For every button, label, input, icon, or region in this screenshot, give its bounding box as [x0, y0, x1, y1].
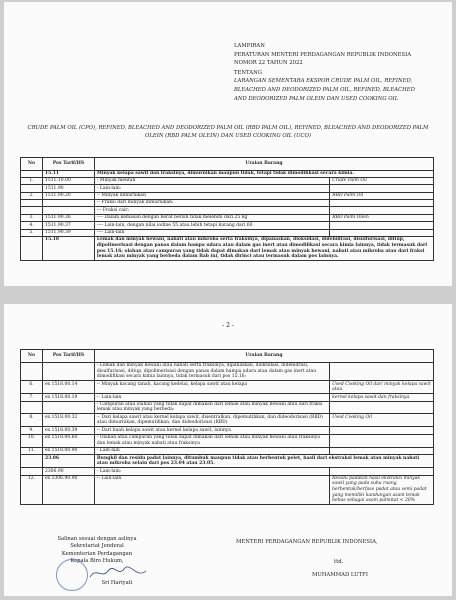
table-row — [21, 394, 434, 401]
row-description: -- Dari kelapa sawit atau kernel kelapa sawit, disentralkan, dipemutihkan, dan dideodorisasi (RBD) atau dimurnikan, dipemutihkan, dan dideodorisasi (RBD) — [94, 414, 329, 427]
closing-line: Kepala Biro Hukum, — [70, 558, 124, 565]
row-note — [330, 185, 434, 192]
row-description: - Lemak dan minyak hewani atau nabati serta fraksinya, dipanaskan, dioksidasi, didehidrasi, disulfurisasi, ditiup, dipolimerisasi dengan panas dalam hampa udara atau dalam gas inert atau dimodifikasi secara kimia lainnya, tidak termasuk dari pos 15.16: — [94, 362, 329, 381]
row-description: Lemak dan minyak hewani, nabati atau mikroba serta fraksinya, dipanaskan, dioksidasi, didehidrasi, disulfurisasi, ditiup, dipolimerisasi dengan panas dalam hampa udara atau dalam gas inert atau dimodifikasi secara kimia lainnya, tidak termasuk dari pos 15.16; olahan atau campuran yang tidak dapat dimakan dari lemak atau minyak hewani, nabati atau mikroba atau dari fraksi lemak atau minyak yang berbeda dalam Bab ini, tidak dirinci atau termasuk dalam pos lainnya. — [94, 236, 433, 260]
regulation-subtitle: CRUDE PALM OIL (CPO), REFINED, BLEACHED AND DEODORIZED PALM OIL (RBD PALM OIL), REFINED, BLEACHED AND DEODORIZED PALM OLEIN (RBD PALM OLEIN) DAN USED COOKING OIL (UCO) — [27, 125, 429, 140]
row-note — [330, 468, 434, 475]
table-row — [21, 185, 434, 192]
row-note — [330, 401, 434, 414]
row-note — [330, 362, 434, 381]
row-number — [21, 185, 43, 192]
row-pos-tarif: 1511.90 — [42, 185, 94, 192]
row-number — [21, 170, 43, 177]
table-row — [21, 468, 434, 475]
closing-line: Salinan sesuai dengan aslinya — [57, 536, 137, 542]
row-pos-tarif: ex 2306.90.90 — [42, 475, 94, 505]
ttd-mark: ttd. — [334, 559, 344, 565]
lampiran-line: NOMOR 22 TAHUN 2022 — [234, 60, 303, 67]
row-pos-tarif — [42, 401, 94, 414]
row-note: RBD Palm Olein — [330, 214, 434, 221]
table-row — [21, 236, 434, 260]
row-number — [21, 236, 43, 260]
row-description: -- Lain-lain — [94, 394, 329, 401]
row-pos-tarif: 1511.90.36 — [42, 214, 94, 221]
row-note — [330, 207, 434, 214]
lampiran-line: PERATURAN MENTERI PERDAGANGAN REPUBLIK INDONESIA — [234, 51, 412, 58]
row-note — [330, 447, 434, 454]
table-row — [21, 229, 434, 236]
row-note — [330, 200, 434, 207]
row-pos-tarif: ex 1518.00.19 — [42, 394, 94, 401]
row-number: 12. — [21, 475, 43, 505]
row-description: - Lain-lain: — [94, 468, 329, 475]
row-pos-tarif: 23.06 — [42, 455, 94, 468]
row-number — [21, 362, 43, 381]
signature-icon — [88, 565, 148, 581]
row-pos-tarif — [42, 207, 94, 214]
header-uraian-barang: Uraian Barang — [94, 158, 433, 171]
table-row — [21, 434, 434, 447]
row-pos-tarif — [42, 362, 94, 381]
table-row — [21, 381, 434, 394]
row-pos-tarif: 1511.90.39 — [42, 229, 94, 236]
row-note: Residu padatan hasil ekstraksi minyak sawit yang pada suhu ruang berbentuk/berfase padat atau semi padat yang memiliki kandungan asam lemak bebas sebagai asam palmitat < 20% — [330, 475, 434, 505]
row-note: Used Cooking Oil — [330, 414, 434, 427]
row-number — [21, 200, 43, 207]
lampiran-line: LAMPIRAN — [234, 43, 265, 49]
row-number: 9. — [21, 427, 43, 434]
row-pos-tarif: 15.11 — [42, 170, 94, 177]
row-pos-tarif: ex 1518.00.14 — [42, 381, 94, 394]
table-row — [21, 362, 434, 381]
row-description: ---- Dalam kemasan dengan berat bersih tidak melebihi dari 25 kg — [94, 214, 329, 221]
table-row — [21, 475, 434, 505]
lampiran-line: AND DEODORIZED PALM OLEIN DAN USED COOKING OIL — [234, 95, 399, 102]
page-number: - 2 - — [222, 322, 234, 329]
minister-name: MUHAMMAD LUTFI — [312, 572, 368, 578]
page-1 — [4, 2, 452, 286]
closing-line: Kementerian Perdagangan — [61, 550, 133, 557]
row-note — [330, 229, 434, 236]
table-row — [21, 170, 434, 177]
table-row — [21, 207, 434, 214]
row-pos-tarif: ex 1518.00.60 — [42, 434, 94, 447]
row-pos-tarif — [42, 200, 94, 207]
row-description: - Lain-lain: — [94, 185, 329, 192]
row-number — [21, 207, 43, 214]
minister-title: MENTERI PERDAGANGAN REPUBLIK INDONESIA, — [236, 539, 378, 545]
closing-line: Sekretariat Jenderal — [70, 543, 124, 550]
table-row — [21, 222, 434, 229]
row-pos-tarif: 15.18 — [42, 236, 94, 260]
lampiran-header — [234, 42, 444, 103]
row-note — [330, 427, 434, 434]
header-uraian-barang: Uraian Barang — [94, 350, 433, 363]
header-pos-tarif: Pos Tarif/HS — [42, 350, 94, 363]
hs-code-table-1 — [20, 157, 434, 261]
lampiran-line: BLEACHED AND DEODORIZED PALM OIL, REFINED, BLEACHED — [234, 86, 415, 93]
row-note: kernel kelapa sawit dan fraksinya — [330, 394, 434, 401]
row-number: 11. — [21, 447, 43, 454]
row-pos-tarif: 1511.90.37 — [42, 222, 94, 229]
row-number — [21, 401, 43, 414]
row-description: - Lain-lain — [94, 447, 329, 454]
row-description: - Campuran atau olahan yang tidak dapat dimakan dari lemak atau minyak hewani atau dari fraksi lemak atau minyak yang berbeda: — [94, 401, 329, 414]
lampiran-line: TENTANG — [234, 69, 262, 76]
header-pos-tarif: Pos Tarif/HS — [42, 158, 94, 171]
row-note: RBD Palm Oil — [330, 192, 434, 199]
row-description: Bungkil dan residu padat lainnya, ditumbuk maupun tidak atau berbentuk pelet, hasil dari ekstraksi lemak atau minyak nabati atau mikroba selain dari pos 23.04 atau 23.05. — [94, 455, 433, 468]
row-number: 2. — [21, 192, 43, 199]
row-description: -- Minyak dimurnikan — [94, 192, 329, 199]
row-description: -- Fraksi dari minyak dimurnikan: — [94, 200, 329, 207]
row-number — [21, 468, 43, 475]
row-number: 8. — [21, 414, 43, 427]
row-description: ---- Lain-lain — [94, 229, 329, 236]
row-number: 10. — [21, 434, 43, 447]
row-number: 1. — [21, 177, 43, 184]
official-stamp-icon — [56, 559, 88, 591]
row-number: 3. — [21, 214, 43, 221]
header-no: No — [21, 350, 43, 363]
row-description: -- Lain-lain — [94, 475, 329, 505]
row-number — [21, 455, 43, 468]
row-pos-tarif: ex 1518.00.39 — [42, 427, 94, 434]
row-pos-tarif: 2306.90 — [42, 468, 94, 475]
row-number: 7. — [21, 394, 43, 401]
row-pos-tarif: ex 1518.00.90 — [42, 447, 94, 454]
table-row — [21, 200, 434, 207]
row-note: Used Cooking Oil dari minyak kelapa sawit atau — [330, 381, 434, 394]
row-description: - Minyak mentah — [94, 177, 329, 184]
table-row — [21, 192, 434, 199]
row-note: Crude Palm Oil — [330, 177, 434, 184]
row-description: --- Fraksi cair: — [94, 207, 329, 214]
header-no: No — [21, 158, 43, 171]
row-description: ---- Lain-lain, dengan nilai iodine 55 atau lebih tetapi kurang dari 60 — [94, 222, 329, 229]
table-row — [21, 427, 434, 434]
row-number: 6. — [21, 381, 43, 394]
closing-official-name: Sri Hariyati — [101, 579, 133, 586]
table-row — [21, 214, 434, 221]
row-note — [330, 434, 434, 447]
page-2 — [4, 304, 452, 596]
row-pos-tarif: 1511.10.00 — [42, 177, 94, 184]
row-description: Minyak kelapa sawit dan fraksinya, dimurnikan maupun tidak, tetapi tidak dimodifikasi secara kimia. — [94, 170, 433, 177]
table-row — [21, 455, 434, 468]
row-description: -- Minyak kacang tanah, kacang kedelai, kelapa sawit atau kelapa — [94, 381, 329, 394]
table-row — [21, 401, 434, 414]
hs-code-table-2 — [20, 349, 434, 505]
row-description: -- Dari buah kelapa sawit atau kernel kelapa sawit, lainnya — [94, 427, 329, 434]
table-row — [21, 414, 434, 427]
row-number: 4. — [21, 222, 43, 229]
table-row — [21, 177, 434, 184]
table-row — [21, 447, 434, 454]
row-pos-tarif: ex 1518.00.32 — [42, 414, 94, 427]
row-number: 5. — [21, 229, 43, 236]
row-note — [330, 222, 434, 229]
row-description: - Olahan atau campuran yang tidak dapat dimakan dari lemak atau minyak hewani atau fraksinya dan lemak atau minyak nabati atau fraksinya — [94, 434, 329, 447]
row-pos-tarif: 1511.90.20 — [42, 192, 94, 199]
lampiran-line: LARANGAN SEMENTARA EKSPOR CRUDE PALM OIL, REFINED, — [234, 78, 413, 85]
